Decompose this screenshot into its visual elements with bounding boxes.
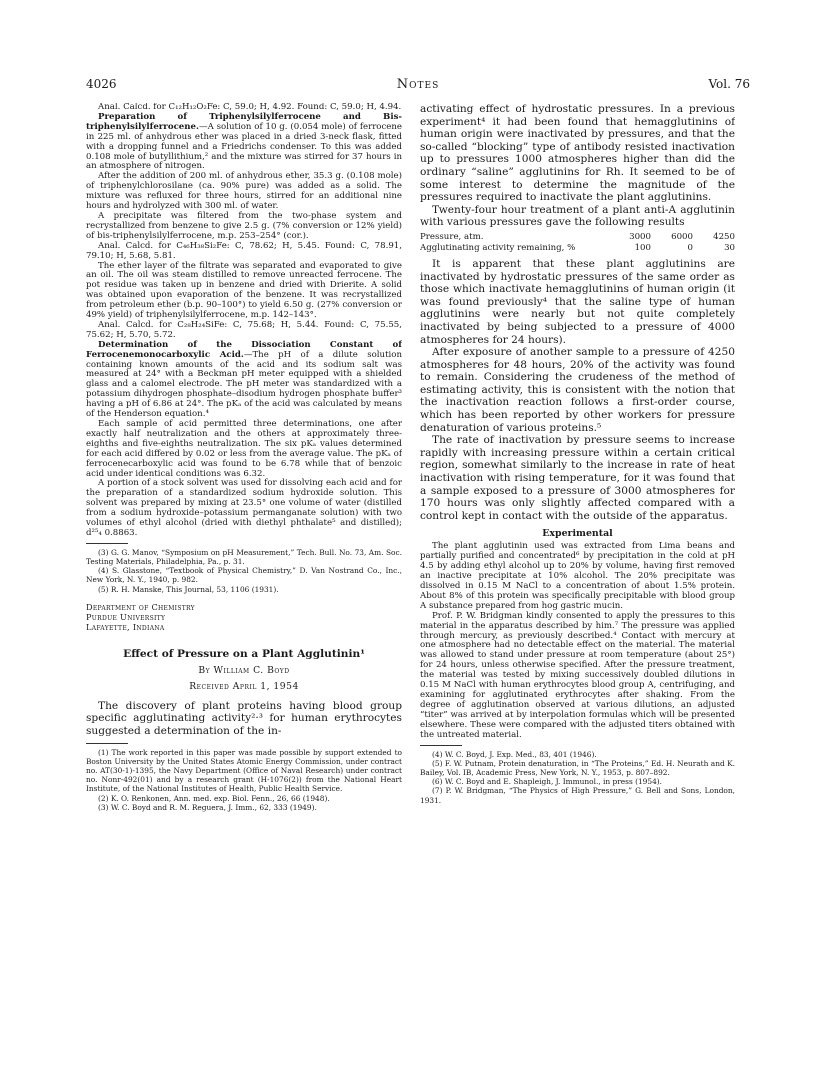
footnote-5: (5) R. H. Manske, This Journal, 53, 1106 (1931). [98,584,279,594]
footnote-3b: (3) W. C. Boyd and R. M. Reguera, J. Imm., 62, 333 (1949). [98,802,317,812]
footnote-4: (4) S. Glasstone, “Textbook of Physical Chemistry,” D. Van Nostrand Co., Inc., New York, N. Y., 1940, p. 982. [86,566,402,585]
body-paragraph-3: It is apparent that these plant agglutinins are inactivated by hydrostatic pressures of the same order as those which inactivate hemagglutinins of human origin (it was found previously⁴ that the saline type of human agglutinins were nearly but not quite completely inactivated by being subjected to a pressure of 4000 atmospheres for 24 hours). [420,257,735,346]
experimental-paragraph-1: The plant agglutinin used was extracted from Lima beans and partially purified and concentrated⁶ by precipitation in the cold at pH 4.5 by adding ethyl alcohol up to 20% by volume, having first removed an inactive precipitate at 10% alcohol. The 20% precipitate was dissolved in 0.15 M NaCl to a concentration of about 1.5% protein. About 8% of this protein was specifically precipitable with blood group A substance prepared from hog gastric mucin. [420,541,735,611]
table-cell: 3000 [629,231,651,242]
pressure-table [420,232,735,254]
table-cell: 30 [724,242,735,253]
right-column [420,103,735,1033]
footnote-1: (1) The work reported in this paper was made possible by support extended to Boston University by the United States Atomic Energy Commission, under contract no. AT(30-1)-1395, the Navy Department (Office of Naval Research) under contract no. Nonr-492(01) and by a research grant (H-1076(2)) from the National Heart Institute, of the National Institutes of Health, Public Health Service. [86,747,402,794]
footnote-6: (6) W. C. Boyd and E. Shapleigh, J. Immunol., in press (1954). [432,777,663,787]
table-cell: 0 [687,242,693,253]
affiliation-university: Purdue University [86,611,166,622]
left-column [86,103,402,1033]
table-row-label: Pressure, atm. [420,231,484,242]
footnote-2: (2) K. O. Renkonen, Ann. med. exp. Biol. Fenn., 26, 66 (1948). [98,793,330,803]
running-head [86,77,750,95]
section-title: Notes [396,77,440,92]
procedure-paragraph-1: After the addition of 200 ml. of anhydrous ether, 35.3 g. (0.108 mole) of triphenylchlorosilane (ca. 90% pure) was added as a solid. The mixture was refluxed for three hours, stirred for an additional nine hours and hydrolyzed with 300 ml. of water. [86,171,402,212]
received-date: Received April 1, 1954 [189,680,299,692]
experimental-paragraph-2: Prof. P. W. Bridgman kindly consented to apply the pressures to this material in the apparatus described by him.⁷ The pressure was applied through mercury, as previously described.⁴ Contact with mercury at one atmosphere had no detectable effect on the material. The material was allowed to stand under pressure at room temperature (about 25°) for 24 hours, unless otherwise specified. After the pressure treatment, the material was tested by mixing successively doubled dilutions in 0.15 M NaCl with human erythrocytes blood group A, centrifuging, and examining for agglutinated erythrocytes after shaking. From the degree of agglutination observed at various dilutions, an adjusted “titer” was arrived at by interpolation formulas which will be presented elsewhere. These were compared with the adjusted titers obtained with the untreated material. [420,610,735,740]
page-number: 4026 [86,77,117,91]
table-cell: 4250 [713,231,735,242]
affiliation [86,602,402,632]
determination-paragraph-2: Each sample of acid permitted three determinations, one after exactly half neutralization and the others at approximately three-eighths and five-eighths neutralization. The six pKₐ values determined for each acid differed by 0.02 or less from the average value. The pKₐ of ferrocenecarboxylic acid was found to be 6.78 while that of benzoic acid under identical conditions was 6.32. [86,419,402,479]
footnote-5b: (5) F. W. Putnam, Protein denaturation, in “The Proteins,” Ed. H. Neurath and K. Bailey, Vol. IB, Academic Press, New York, N. Y., 1953, p. 807–892. [420,758,735,777]
footnote-rule-3 [420,745,462,746]
preparation-text: —A solution of 10 g. (0.054 mole) of ferrocene in 225 ml. of anhydrous ether was placed in a dried 3-neck flask, fitted with a dropping funnel and a Friedrichs condenser. To this was added 0.108 mole of butyllithium,² and the mixture was stirred for 37 hours in an atmosphere of nitrogen. [86,121,402,172]
article-title: Effect of Pressure on a Plant Agglutinin¹ [123,647,365,660]
volume-label: Vol. 76 [708,77,750,91]
intro-paragraph: The discovery of plant proteins having blood group specific agglutinating activity²·³ for human erythrocytes suggested a determination of the in- [86,699,402,738]
body-paragraph-5: The rate of inactivation by pressure seems to increase rapidly with increasing pressure within a certain critical region, somewhat similarly to the increase in rate of heat inactivation with rising temperature, for it was found that a sample exposed to a pressure of 3000 atmospheres for 170 hours was only slightly affected compared with a control kept in contact with the outside of the apparatus. [420,434,735,522]
body-paragraph-4: After exposure of another sample to a pressure of 4250 atmospheres for 48 hours, 20% of the activity was found to remain. Considering the crudeness of the method of estimating activity, this is consistent with the notion that the inactivation reaction follows a first-order course, which has been reported by other workers for pressure denaturation of various proteins.⁵ [420,346,735,434]
footnote-rule-2 [86,743,128,744]
article-byline: By William C. Boyd [198,664,290,676]
affiliation-department: Department of Chemistry [86,601,195,612]
table-cell: 6000 [671,231,693,242]
preparation-paragraph [86,113,402,172]
preparation-heading: Preparation of Triphenylsilylferrocene and Bis-triphenylsilylferrocene. [86,111,402,132]
determination-paragraph [86,341,402,420]
table-cell: 100 [634,242,651,253]
body-paragraph-1: activating effect of hydrostatic pressures. In a previous experiment⁴ it had been found that hemagglutinins of human origin were inactivated by pressures, and that the so-called “blocking” type of antibody resisted inactivation up to pressures 1000 atmospheres higher than did the ordinary “saline” agglutinins for Rh. It seemed to be of some interest to determine the magnitude of the pressures required to inactivate the plant agglutinins. [420,103,735,204]
solvent-paragraph: A portion of a stock solvent was used for dissolving each acid and for the preparation of a standardized sodium hydroxide solution. This solvent was prepared by mixing at 23.5° one volume of water (distilled from a sodium hydroxide–potassium permanganate solution) with two volumes of ethyl alcohol (dried with diethyl phthalate⁵ and distilled); d²⁵₄ 0.8863. [86,478,402,538]
footnote-4b: (4) W. C. Boyd, J. Exp. Med., 83, 401 (1946). [432,749,597,759]
analysis-paragraph-1: Anal. Calcd. for C₁₂H₁₂O₂Fe: C, 59.0; H, 4.92. Found: C, 59.0; H, 4.94. [98,103,402,112]
table-row [420,243,735,254]
determination-text: —The pH of a dilute solution containing known amounts of the acid and its sodium salt was measured at 24° with a Beckman pH meter equipped with a shielded glass and a calomel electrode. The pH meter was standardized with a potassium dihydrogen phosphate–disodium hydrogen phosphate buffer³ having a pH of 6.86 at 24°. The pKₐ of the acid was calculated by means of the Henderson equation.⁴ [86,349,402,420]
determination-heading: Determination of the Dissociation Constant of Ferrocenemonocarboxylic Acid. [86,339,402,360]
footnote-rule [86,543,128,544]
body-paragraph-2: Twenty-four hour treatment of a plant anti-A agglutinin with various pressures gave the following results [420,203,735,229]
procedure-paragraph-3: The ether layer of the filtrate was separated and evaporated to give an oil. The oil was steam distilled to remove unreacted ferrocene. The pot residue was taken up in benzene and dried with Drierite. A solid was obtained upon evaporation of the benzene. It was recrystallized from petroleum ether (b.p. 90–100°) to yield 6.50 g. (27% conversion or 49% yield) of triphenylsilylferrocene, m.p. 142–143°. [86,260,402,321]
experimental-heading: Experimental [542,528,613,540]
analysis-paragraph-3: Anal. Calcd. for C₂₈H₂₄SiFe: C, 75.68; H, 5.44. Found: C, 75.55, 75.62; H, 5.70, 5.72. [86,319,402,340]
table-row-label: Agglutinating activity remaining, % [420,242,576,253]
footnote-3: (3) G. G. Manov, “Symposium on pH Measurement,” Tech. Bull. No. 73, Am. Soc. Testing Materials, Philadelphia, Pa., p. 31. [86,547,402,567]
table-row [420,232,735,243]
analysis-paragraph-2: Anal. Calcd. for C₄₆H₃₈Si₂Fe: C, 78.62; H, 5.45. Found: C, 78.91, 79.10; H, 5.68, 5.81. [86,240,402,261]
footnote-7: (7) P. W. Bridgman, “The Physics of High Pressure,” G. Bell and Sons, London, 1931. [420,786,735,805]
affiliation-city: Lafayette, Indiana [86,621,165,632]
procedure-paragraph-2: A precipitate was filtered from the two-phase system and recrystallized from benzene to give 2.5 g. (7% conversion or 12% yield) of bis-triphenylsilylferrocene, m.p. 253–254° (cor.). [86,210,402,241]
